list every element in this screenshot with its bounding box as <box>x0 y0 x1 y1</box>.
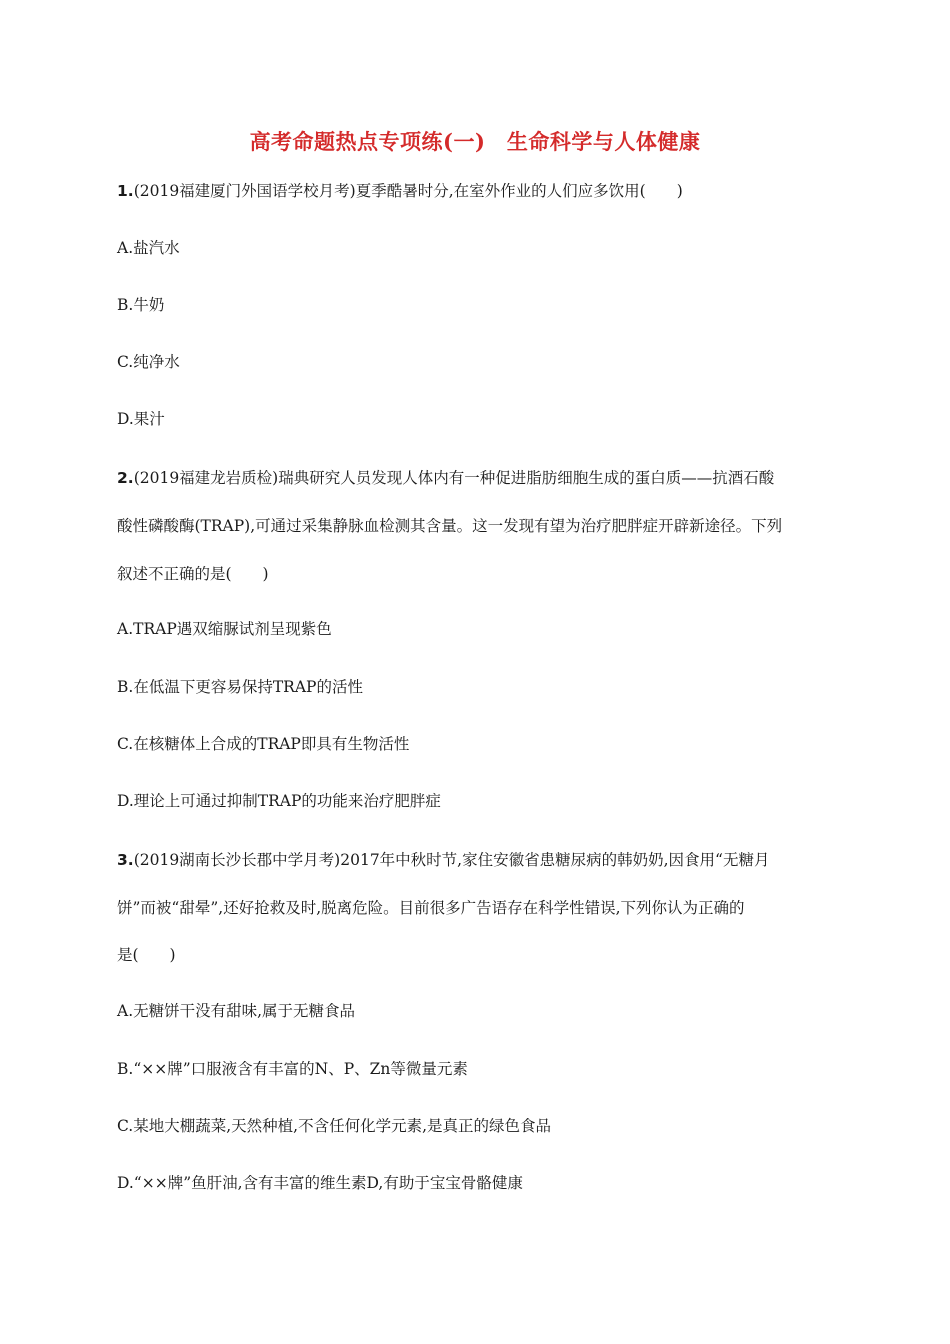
question-text: (2019福建龙岩质检)瑞典研究人员发现人体内有一种促进脂肪细胞生成的蛋白质——抗酒石酸 <box>133 469 775 487</box>
question-text: (2019福建厦门外国语学校月考)夏季酷暑时分,在室外作业的人们应多饮用( ) <box>133 182 683 200</box>
question-number: 1. <box>117 182 134 200</box>
question-1-option-b: B.牛奶 <box>117 296 165 314</box>
question-1-stem <box>117 179 837 203</box>
question-2-option-a: A.TRAP遇双缩脲试剂呈现紫色 <box>117 620 332 638</box>
question-1-option-d: D.果汁 <box>117 410 165 428</box>
question-3-option-c: C.某地大棚蔬菜,天然种植,不含任何化学元素,是真正的绿色食品 <box>117 1117 552 1135</box>
question-1-option-c: C.纯净水 <box>117 353 180 371</box>
question-number: 3. <box>117 851 134 869</box>
question-3-option-a: A.无糖饼干没有甜味,属于无糖食品 <box>117 1002 356 1020</box>
page-title: 高考命题热点专项练(一) 生命科学与人体健康 <box>249 129 701 154</box>
question-1-option-a: A.盐汽水 <box>117 239 180 257</box>
question-2-stem-line-3: 叙述不正确的是( ) <box>117 565 269 583</box>
question-2-stem-line-2: 酸性磷酸酶(TRAP),可通过采集静脉血检测其含量。这一发现有望为治疗肥胖症开辟新途径。下列 <box>117 517 783 535</box>
question-text: (2019湖南长沙长郡中学月考)2017年中秋时节,家住安徽省患糖尿病的韩奶奶,因食用“无糖月 <box>133 851 770 869</box>
question-number: 2. <box>117 469 134 487</box>
question-3-stem <box>117 848 837 872</box>
question-3-option-d: D.“××牌”鱼肝油,含有丰富的维生素D,有助于宝宝骨骼健康 <box>117 1174 523 1192</box>
question-2-option-c: C.在核糖体上合成的TRAP即具有生物活性 <box>117 735 410 753</box>
question-3-stem-line-2: 饼”而被“甜晕”,还好抢救及时,脱离危险。目前很多广告语存在科学性错误,下列你认为正确的 <box>117 899 745 917</box>
question-2-option-b: B.在低温下更容易保持TRAP的活性 <box>117 678 363 696</box>
question-2-option-d: D.理论上可通过抑制TRAP的功能来治疗肥胖症 <box>117 792 441 810</box>
question-3-stem-line-3: 是( ) <box>117 946 176 964</box>
question-2-stem <box>117 466 837 490</box>
question-3-option-b: B.“××牌”口服液含有丰富的N、P、Zn等微量元素 <box>117 1060 468 1078</box>
